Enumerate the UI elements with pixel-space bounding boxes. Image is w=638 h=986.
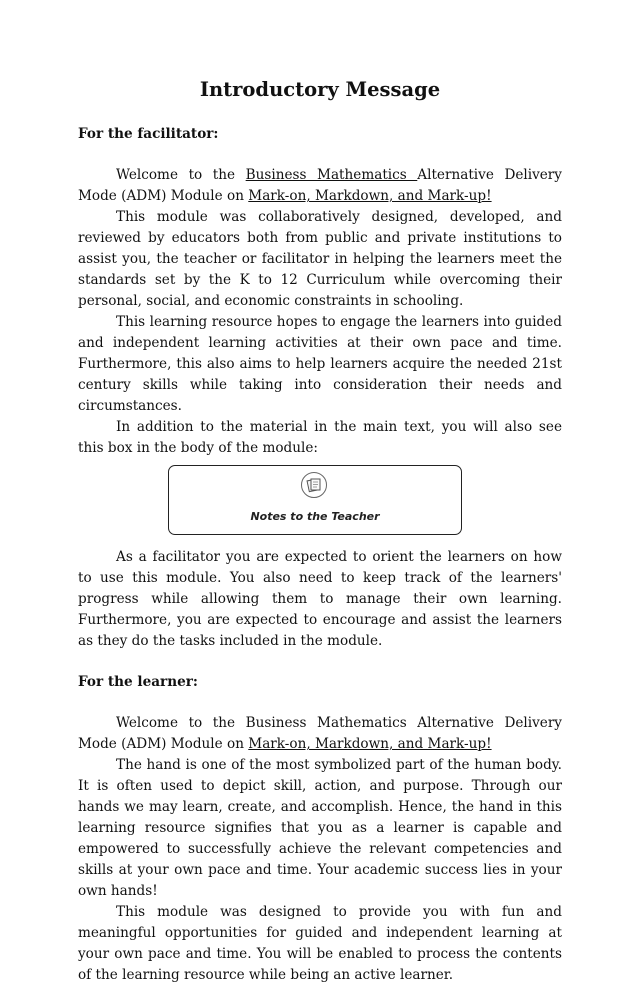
- facilitator-p1-text-a: Welcome to the: [116, 167, 246, 183]
- page-title: Introductory Message: [199, 78, 441, 101]
- facilitator-paragraph-3: This learning resource hopes to engage the learners into guided and independent learning activities at their own pace and time. Furthermore, this also aims to help learners acquire the needed 21st century skills while taking into consideration their needs and circumstances.: [78, 314, 562, 414]
- module-title-link: Mark-on, Markdown, and Mark-up!: [248, 188, 492, 204]
- learner-p1-text: Welcome to the Business Mathematics Alternative Delivery Mode (ADM) Module on: [78, 715, 562, 752]
- subject-link: Business Mathematics: [245, 167, 418, 183]
- learner-heading: For the learner:: [78, 674, 198, 690]
- learner-module-title-link: Mark-on, Markdown, and Mark-up!: [248, 736, 492, 752]
- facilitator-paragraph-5: As a facilitator you are expected to orient the learners on how to use this module. You also need to keep track of the learners' progress while allowing them to manage their own learning. Furthermore, you are expected to encourage and assist the learners as they do the tasks included in the module.: [78, 549, 562, 649]
- facilitator-paragraph-1: [78, 165, 562, 207]
- facilitator-paragraph-2: This module was collaboratively designed, developed, and reviewed by educators both from public and private institutions to assist you, the teacher or facilitator in helping the learners meet the standards set by the K to 12 Curriculum while overcoming their personal, social, and economic constraints in schooling.: [78, 209, 562, 309]
- facilitator-heading: For the facilitator:: [78, 126, 219, 142]
- learner-paragraph-3: This module was designed to provide you with fun and meaningful opportunities for guided and independent learning at your own pace and time. You will be enabled to process the contents of the learning resource while being an active learner.: [78, 904, 562, 983]
- learner-paragraph-2: The hand is one of the most symbolized part of the human body. It is often used to depict skill, action, and purpose. Through our hands we may learn, create, and accomplish. Hence, the hand in this learning resource signifies that you as a learner is capable and empowered to successfully achieve the relevant competencies and skills at your own pace and time. Your academic success lies in your own hands!: [78, 757, 562, 899]
- facilitator-p1-text-b: Alternative Delivery Mode (ADM) Module on: [78, 167, 562, 204]
- notes-to-teacher-label: Notes to the Teacher: [250, 510, 380, 523]
- notes-to-teacher-box: [168, 465, 462, 535]
- learner-paragraph-1: [78, 713, 562, 755]
- notes-icon: [301, 472, 327, 498]
- facilitator-paragraph-4: In addition to the material in the main text, you will also see this box in the body of the module:: [78, 419, 562, 456]
